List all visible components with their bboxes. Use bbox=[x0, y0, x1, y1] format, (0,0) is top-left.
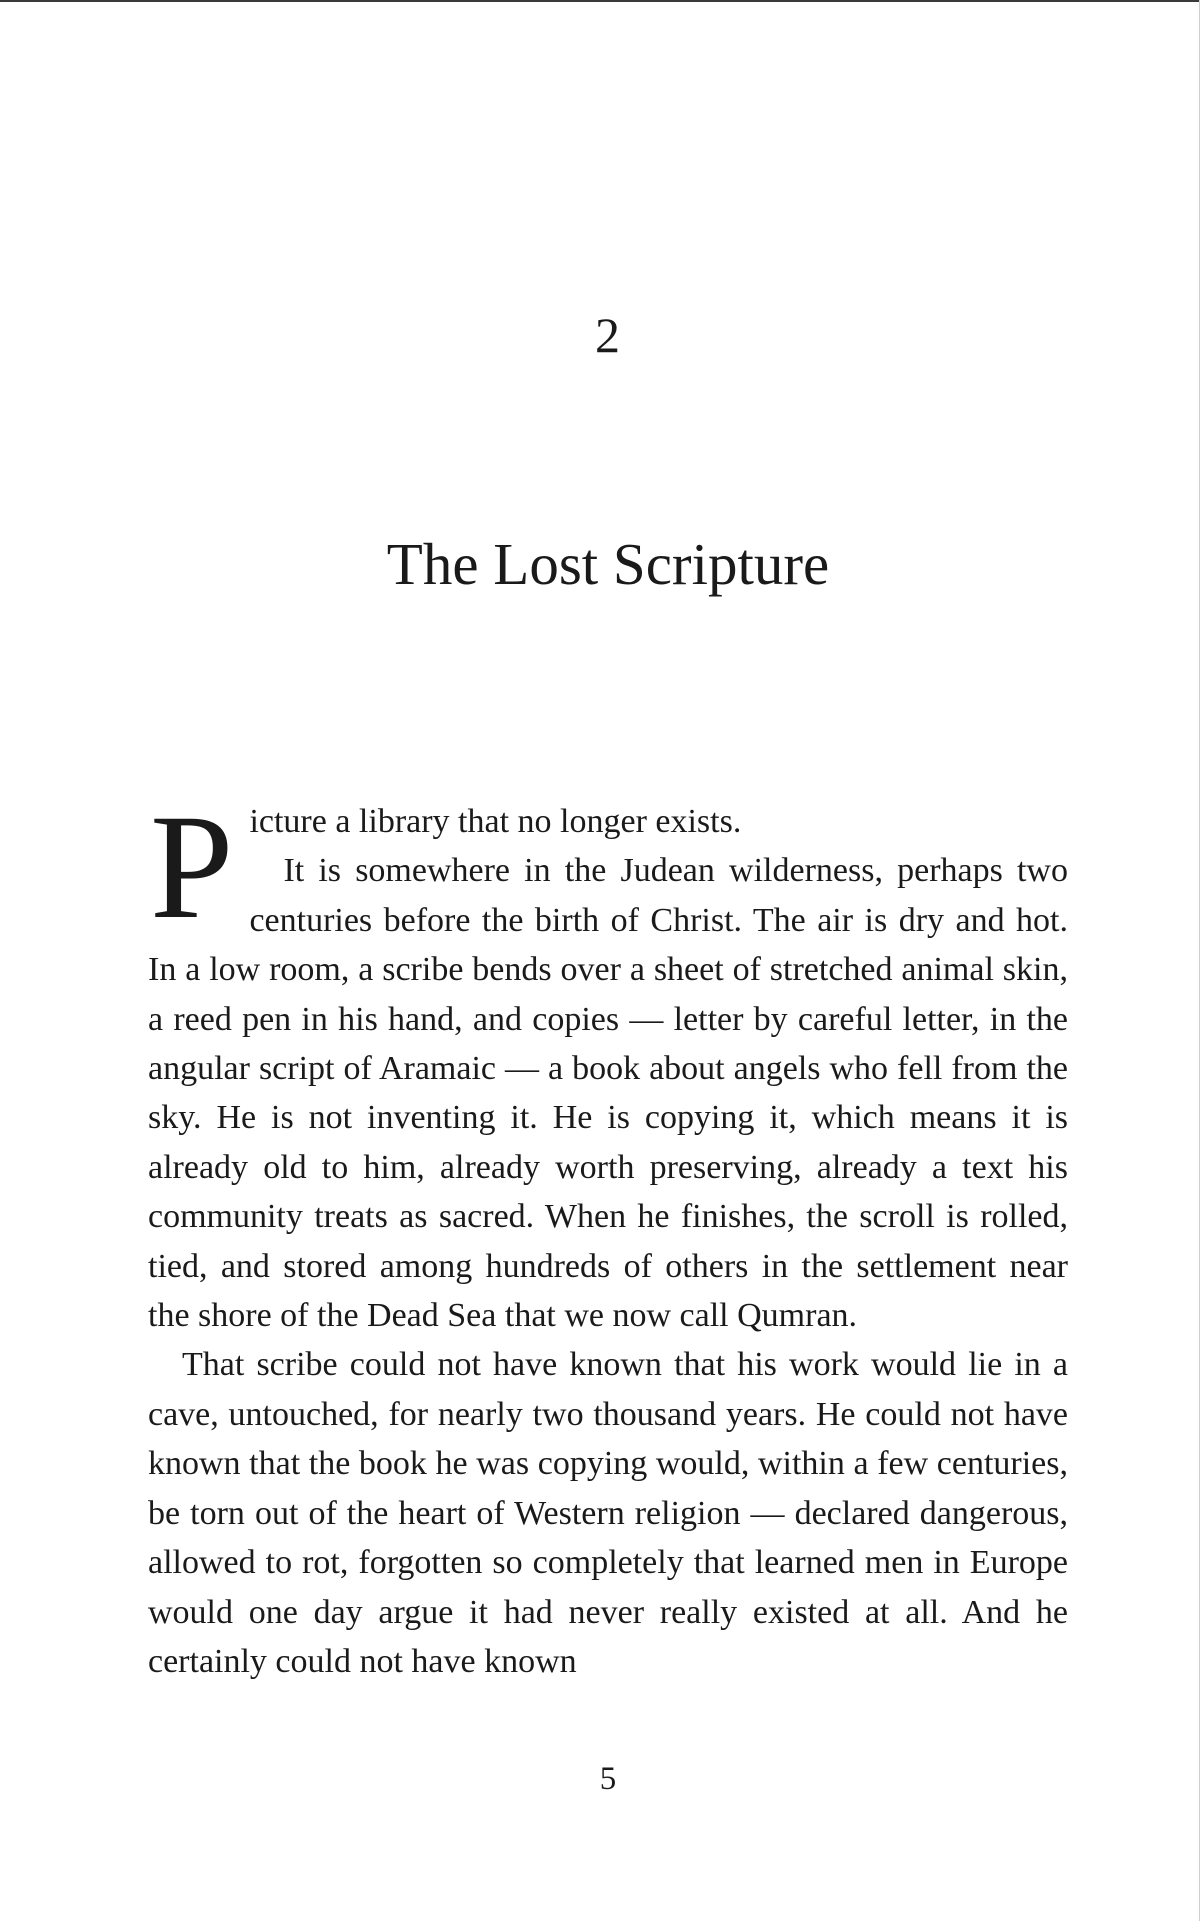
drop-cap: P bbox=[150, 784, 234, 950]
chapter-title: The Lost Scripture bbox=[386, 531, 830, 597]
paragraph-scribe: It is somewhere in the Judean wilderness, perhaps two centuries before the birth of Christ. The air is dry and hot. In a low room, a scribe bends over a sheet of stretched animal skin, a reed pen in his hand, and copies — letter by careful letter, in the angular script of Aramaic — a book about angels who fell from the sky. He is not inventing it. He is copying it, which means it is already old to him, already worth preserving, already a text his community treats as sacred. When he finishes, the scroll is rolled, tied, and stored among hundreds of others in the settlement near the shore of the Dead Sea that we now call Qumran. bbox=[148, 852, 1068, 1335]
paragraph-cave: That scribe could not have known that his work would lie in a cave, untouched, for nearly two thousand years. He could not have known that the book he was copying would, within a few centuries, be torn out of the heart of Western religion — declared dangerous, allowed to rot, forgotten so completely that learned men in Europe would one day argue it had never really existed at all. And he certainly could not have known bbox=[148, 1346, 1068, 1680]
paragraph-opening bbox=[148, 784, 1068, 950]
chapter-body bbox=[148, 784, 1068, 1686]
page-number: 5 bbox=[599, 1761, 617, 1797]
paragraph-opening-text: icture a library that no longer exists. bbox=[249, 803, 742, 840]
book-page bbox=[148, 0, 1068, 1921]
chapter-number: 2 bbox=[595, 307, 621, 363]
